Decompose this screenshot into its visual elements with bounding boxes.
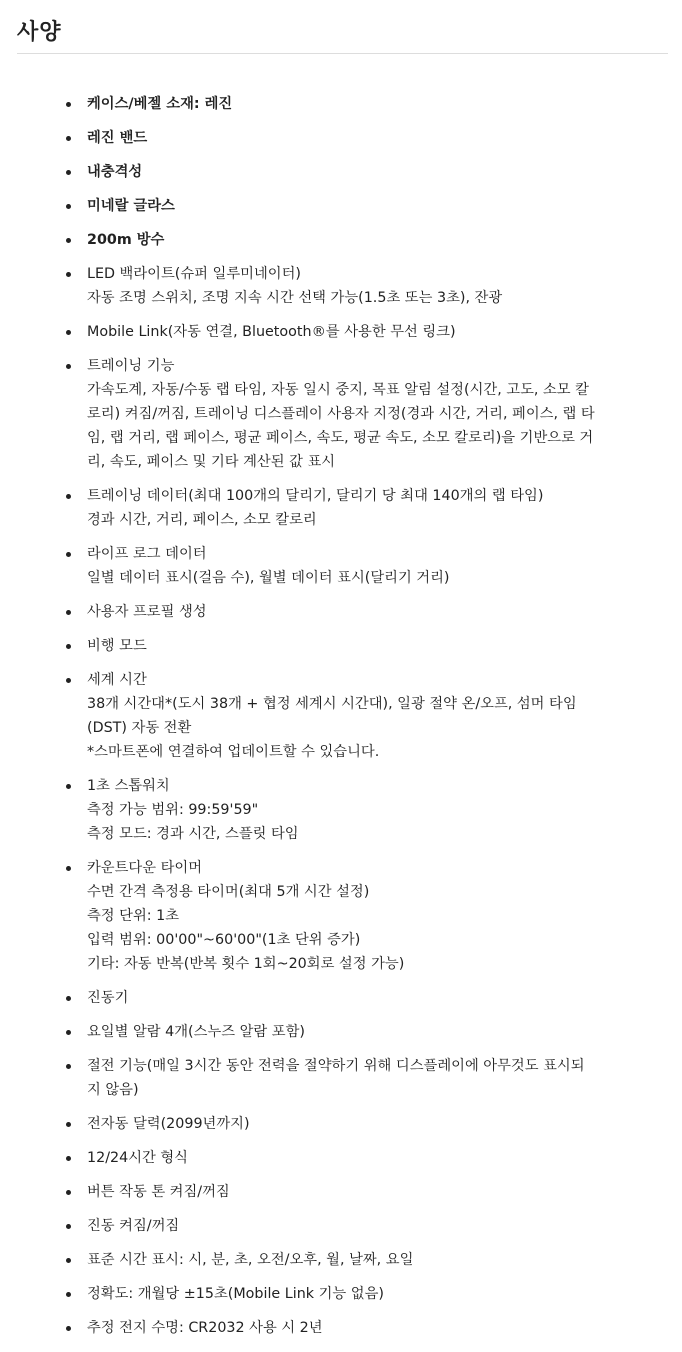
spec-item-detail: 38개 시간대*(도시 38개 + 협정 세계시 시간대), 일광 절약 온/오프, 섬머 타임	[87, 696, 577, 712]
spec-item-title: 200m 방수	[87, 232, 165, 248]
spec-item	[62, 774, 632, 846]
title-divider	[17, 53, 668, 54]
spec-item-title: 진동기	[87, 990, 129, 1006]
spec-item	[62, 92, 632, 116]
bullet-icon	[66, 1190, 71, 1195]
spec-item	[62, 668, 632, 764]
bullet-icon	[66, 272, 71, 277]
spec-item-title: 카운트다운 타이머	[87, 860, 203, 876]
spec-item	[62, 1180, 632, 1204]
spec-item-detail: (DST) 자동 전환	[87, 720, 192, 736]
bullet-icon	[66, 1292, 71, 1297]
spec-item-title: 미네랄 글라스	[87, 198, 175, 214]
spec-item	[62, 194, 632, 218]
bullet-icon	[66, 644, 71, 649]
spec-item	[62, 1214, 632, 1238]
spec-item-detail: 가속도계, 자동/수동 랩 타임, 자동 일시 중지, 목표 알림 설정(시간, 고도, 소모 칼	[87, 382, 589, 398]
spec-item	[62, 542, 632, 590]
bullet-icon	[66, 866, 71, 871]
spec-item	[62, 228, 632, 252]
bullet-icon	[66, 1156, 71, 1161]
spec-item-title: 비행 모드	[87, 638, 147, 654]
spec-item-title: 전자동 달력(2099년까지)	[87, 1116, 250, 1132]
bullet-icon	[66, 136, 71, 141]
spec-item	[62, 1020, 632, 1044]
spec-item	[62, 484, 632, 532]
spec-item-detail: 임, 랩 거리, 랩 페이스, 평균 페이스, 속도, 평균 속도, 소모 칼로리)을 기반으로 거	[87, 430, 594, 446]
spec-item-detail: 지 않음)	[87, 1082, 139, 1098]
spec-item-detail: 로리) 켜짐/꺼짐, 트레이닝 디스플레이 사용자 지정(경과 시간, 거리, 페이스, 랩 타	[87, 406, 595, 422]
spec-item	[62, 126, 632, 150]
bullet-icon	[66, 494, 71, 499]
spec-item-title: 버튼 작동 톤 켜짐/꺼짐	[87, 1184, 230, 1200]
spec-item	[62, 1112, 632, 1136]
spec-item-title: 내충격성	[87, 164, 143, 180]
spec-item-detail: 측정 단위: 1초	[87, 908, 180, 924]
spec-item-detail: 측정 가능 범위: 99:59'59"	[87, 802, 259, 818]
spec-item-title: Mobile Link(자동 연결, Bluetooth®를 사용한 무선 링크)	[87, 324, 456, 340]
bullet-icon	[66, 1258, 71, 1263]
spec-item	[62, 634, 632, 658]
bullet-icon	[66, 996, 71, 1001]
bullet-icon	[66, 1122, 71, 1127]
spec-item	[62, 160, 632, 184]
spec-item-title: 절전 기능(매일 3시간 동안 전력을 절약하기 위해 디스플레이에 아무것도 표시되	[87, 1058, 585, 1074]
spec-item-detail: 수면 간격 측정용 타이머(최대 5개 시간 설정)	[87, 884, 370, 900]
bullet-icon	[66, 102, 71, 107]
bullet-icon	[66, 1064, 71, 1069]
bullet-icon	[66, 1326, 71, 1331]
spec-item-detail: 측정 모드: 경과 시간, 스플릿 타임	[87, 826, 299, 842]
bullet-icon	[66, 330, 71, 335]
bullet-icon	[66, 238, 71, 243]
spec-item	[62, 856, 632, 976]
spec-item-title: 사용자 프로필 생성	[87, 604, 207, 620]
spec-item	[62, 320, 632, 344]
spec-item	[62, 1248, 632, 1272]
spec-item	[62, 1054, 632, 1102]
page-title: 사양	[17, 19, 62, 45]
spec-item	[62, 262, 632, 310]
spec-item-title: LED 백라이트(슈퍼 일루미네이터)	[87, 266, 301, 282]
spec-item-detail: 일별 데이터 표시(걸음 수), 월별 데이터 표시(달리기 거리)	[87, 570, 450, 586]
spec-item	[62, 600, 632, 624]
spec-item	[62, 1282, 632, 1306]
spec-item-detail: 경과 시간, 거리, 페이스, 소모 칼로리	[87, 512, 317, 528]
spec-item-detail: 자동 조명 스위치, 조명 지속 시간 선택 가능(1.5초 또는 3초), 잔광	[87, 290, 503, 306]
spec-item-title: 레진 밴드	[87, 130, 148, 146]
spec-item-title: 트레이닝 데이터(최대 100개의 달리기, 달리기 당 최대 140개의 랩 타임)	[87, 488, 544, 504]
spec-item-title: 트레이닝 기능	[87, 358, 175, 374]
spec-item	[62, 354, 632, 474]
spec-item-detail: *스마트폰에 연결하여 업데이트할 수 있습니다.	[87, 744, 380, 760]
bullet-icon	[66, 610, 71, 615]
spec-item-detail: 리, 속도, 페이스 및 기타 계산된 값 표시	[87, 454, 336, 470]
bullet-icon	[66, 170, 71, 175]
spec-item-title: 1초 스톱워치	[87, 778, 170, 794]
spec-item-title: 진동 켜짐/꺼짐	[87, 1218, 180, 1234]
bullet-icon	[66, 1224, 71, 1229]
spec-item	[62, 986, 632, 1010]
spec-item-title: 12/24시간 형식	[87, 1150, 188, 1166]
spec-item-title: 세계 시간	[87, 672, 147, 688]
spec-item-detail: 입력 범위: 00'00"~60'00"(1초 단위 증가)	[87, 932, 361, 948]
spec-item	[62, 1316, 632, 1340]
spec-item-title: 추정 전지 수명: CR2032 사용 시 2년	[87, 1320, 323, 1336]
bullet-icon	[66, 1030, 71, 1035]
bullet-icon	[66, 678, 71, 683]
spec-item-title: 표준 시간 표시: 시, 분, 초, 오전/오후, 월, 날짜, 요일	[87, 1252, 414, 1268]
spec-item-title: 라이프 로그 데이터	[87, 546, 207, 562]
spec-list	[62, 92, 632, 1350]
spec-item-title: 요일별 알람 4개(스누즈 알람 포함)	[87, 1024, 305, 1040]
bullet-icon	[66, 552, 71, 557]
spec-item-title: 정확도: 개월당 ±15초(Mobile Link 기능 없음)	[87, 1286, 384, 1302]
spec-item	[62, 1146, 632, 1170]
bullet-icon	[66, 204, 71, 209]
bullet-icon	[66, 784, 71, 789]
spec-item-detail: 기타: 자동 반복(반복 횟수 1회~20회로 설정 가능)	[87, 956, 405, 972]
bullet-icon	[66, 364, 71, 369]
spec-item-title: 케이스/베젤 소재: 레진	[87, 96, 233, 112]
